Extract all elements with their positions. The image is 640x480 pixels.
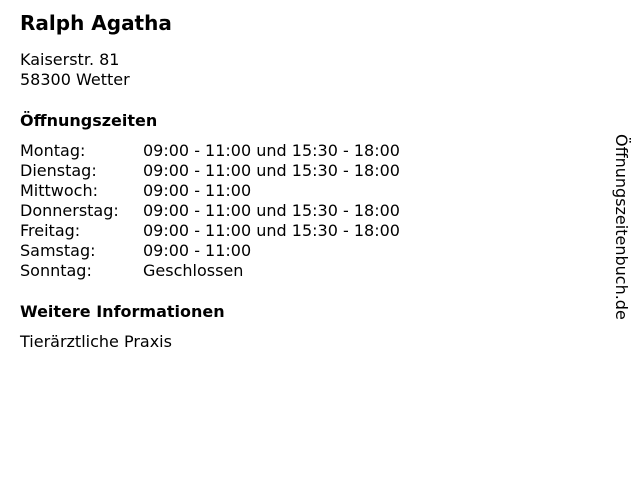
hours-day: Dienstag: xyxy=(20,161,97,180)
hours-time: 09:00 - 11:00 xyxy=(143,241,252,260)
address-city: 58300 Wetter xyxy=(20,70,130,89)
address-street: Kaiserstr. 81 xyxy=(20,50,120,69)
business-name: Ralph Agatha xyxy=(20,11,172,35)
more-info-heading: Weitere Informationen xyxy=(20,302,225,321)
business-card xyxy=(20,10,600,352)
opening-hours-table xyxy=(20,141,400,281)
hours-row-wednesday xyxy=(20,181,400,201)
hours-time: 09:00 - 11:00 und 15:30 - 18:00 xyxy=(143,221,400,240)
hours-row-tuesday xyxy=(20,161,400,181)
hours-row-friday xyxy=(20,221,400,241)
hours-time: 09:00 - 11:00 xyxy=(143,181,252,200)
hours-day: Montag: xyxy=(20,141,86,160)
hours-time: 09:00 - 11:00 und 15:30 - 18:00 xyxy=(143,141,400,160)
hours-row-monday xyxy=(20,141,400,161)
hours-row-sunday xyxy=(20,261,400,281)
site-watermark: Öffnungszeitenbuch.de xyxy=(612,134,631,320)
hours-row-saturday xyxy=(20,241,400,261)
address xyxy=(20,50,600,90)
hours-time: Geschlossen xyxy=(143,261,244,280)
hours-row-thursday xyxy=(20,201,400,221)
hours-day: Sonntag: xyxy=(20,261,92,280)
hours-day: Donnerstag: xyxy=(20,201,119,220)
hours-day: Freitag: xyxy=(20,221,81,240)
hours-time: 09:00 - 11:00 und 15:30 - 18:00 xyxy=(143,161,400,180)
more-info-text: Tierärztliche Praxis xyxy=(20,332,172,351)
hours-day: Mittwoch: xyxy=(20,181,98,200)
opening-hours-heading: Öffnungszeiten xyxy=(20,111,158,130)
hours-time: 09:00 - 11:00 und 15:30 - 18:00 xyxy=(143,201,400,220)
hours-day: Samstag: xyxy=(20,241,96,260)
